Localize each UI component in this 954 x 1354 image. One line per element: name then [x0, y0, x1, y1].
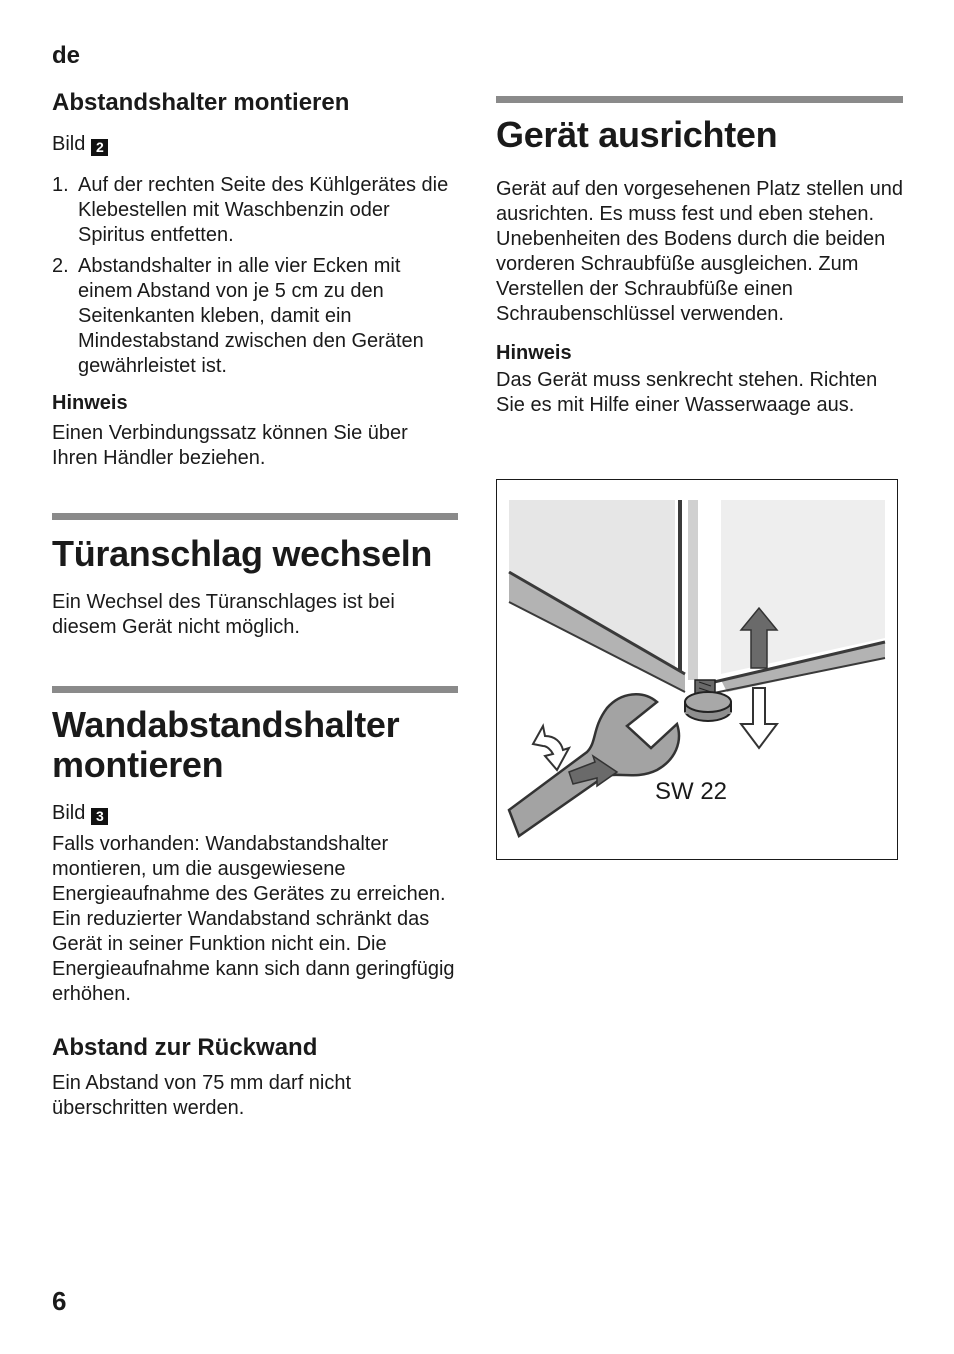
figure-number-badge: 2	[91, 139, 108, 156]
section-divider	[52, 686, 458, 693]
bild-label: Bild	[52, 133, 86, 155]
figure-number-badge: 3	[91, 808, 108, 825]
page-number: 6	[52, 1286, 67, 1316]
section-text: Gerät auf den vorgesehenen Platz stellen und ausrichten. Es muss fest und eben stehen. Unebenheiten des Bodens durch die beiden vorderen Schraubfüße ausgleichen. Zum Verstellen der Schraubfüße einen Schraubenschlüssel verwenden.	[496, 178, 903, 325]
bild-label: Bild	[52, 802, 86, 824]
figure-reference	[52, 801, 458, 826]
subsection-text: Ein Abstand von 75 mm darf nicht überschritten werden.	[52, 1072, 352, 1119]
figure-reference	[52, 132, 458, 157]
step-text: Abstandshalter in alle vier Ecken mit einem Abstand von je 5 cm zu den Seitenkanten kleben, damit ein Mindestabstand zwischen den Geräten gewährleistet ist.	[78, 255, 424, 377]
step-number: 2.	[52, 255, 69, 277]
note-label: Hinweis	[496, 342, 572, 364]
section-text: Falls vorhanden: Wandabstandshalter montieren, um die ausgewiesene Energieaufnahme des Gerätes zu erreichen. Ein reduzierter Wandabstand schränkt das Gerät in seiner Funktion nicht ein. Die Energieaufnahme kann sich dann geringfügig erhöhen.	[52, 833, 455, 1005]
language-tag: de	[52, 42, 81, 69]
section-title-wandabstandshalter: Wandabstandshalter montieren	[52, 704, 400, 785]
list-item	[52, 173, 458, 248]
wrench-size-label: SW 22	[655, 778, 728, 805]
note-label: Hinweis	[52, 392, 128, 414]
section-title-tueranschlag: Türanschlag wechseln	[52, 533, 433, 574]
leveling-illustration	[496, 479, 898, 860]
step-text: Auf der rechten Seite des Kühlgerätes die Klebestellen mit Waschbenzin oder Spiritus entfetten.	[78, 174, 449, 246]
arrow-down-icon	[741, 688, 777, 748]
section-divider	[52, 513, 458, 520]
section-title-abstandshalter: Abstandshalter montieren	[52, 89, 350, 116]
list-item	[52, 254, 458, 379]
note-text: Das Gerät muss senkrecht stehen. Richten Sie es mit Hilfe einer Wasserwaage aus.	[496, 369, 878, 416]
note-text: Einen Verbindungssatz können Sie über Ihren Händler beziehen.	[52, 422, 408, 469]
steps-list	[52, 173, 458, 379]
rotate-arrow-outline-icon	[533, 726, 569, 770]
section-title-geraet-ausrichten: Gerät ausrichten	[496, 114, 778, 155]
section-text: Ein Wechsel des Türanschlages ist bei diesem Gerät nicht möglich.	[52, 591, 395, 638]
step-number: 1.	[52, 174, 69, 196]
section-divider	[496, 96, 903, 103]
subsection-title-rueckwand: Abstand zur Rückwand	[52, 1034, 318, 1061]
right-column	[496, 96, 903, 418]
left-column	[52, 88, 458, 1121]
